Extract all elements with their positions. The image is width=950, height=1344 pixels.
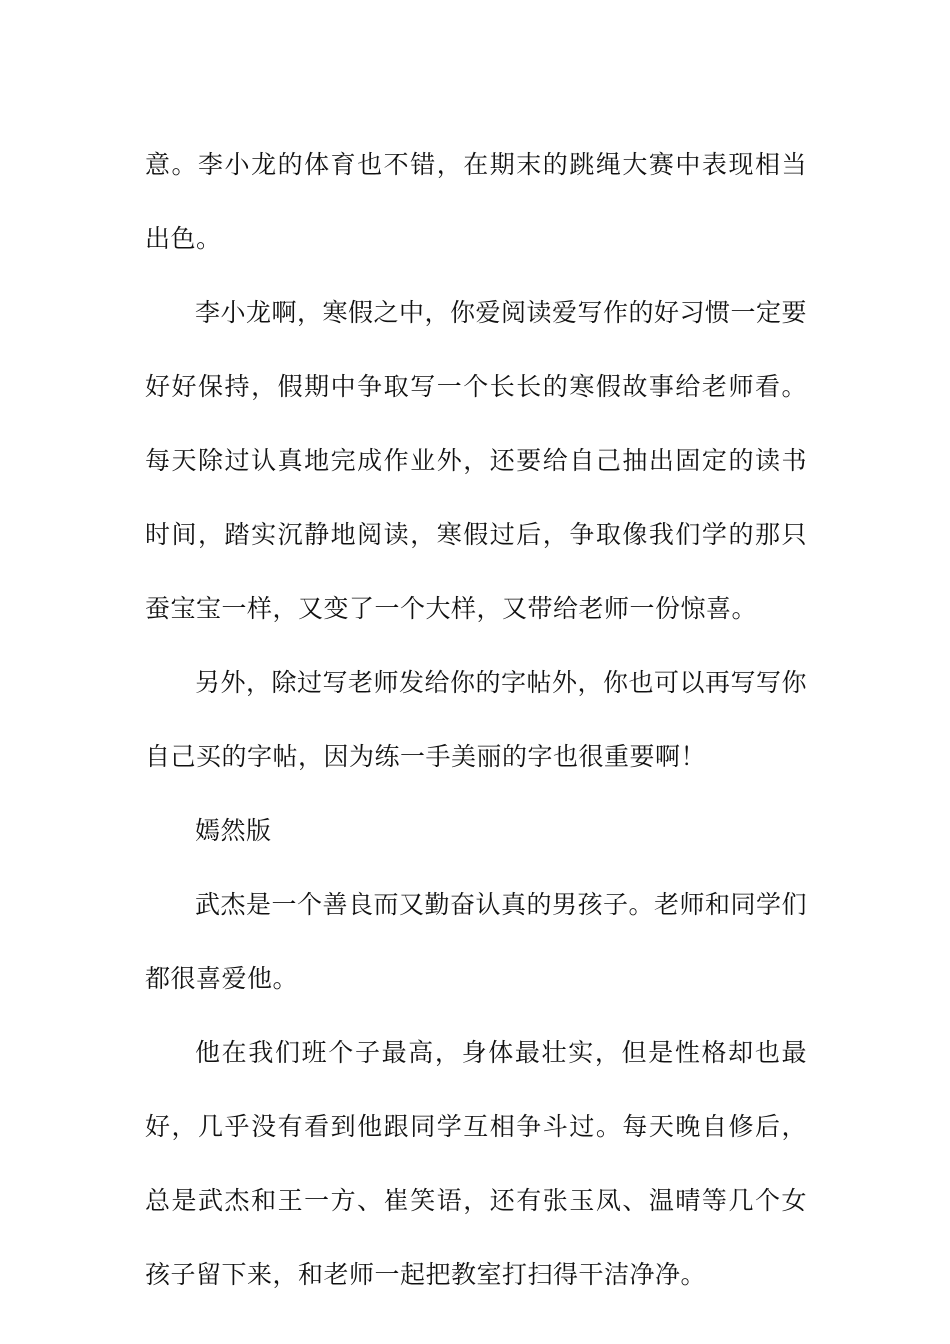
paragraph-wujie-detail: 他在我们班个子最高，身体最壮实，但是性格却也最好，几乎没有看到他跟同学互相争斗过。每天晚自修后，总是武杰和王一方、崔笑语，还有张玉凤、温晴等几个女孩子留下来，和老师一起把教室打扫得干洁净净。 (145, 1038, 807, 1289)
paragraph-wujie-intro: 武杰是一个善良而又勤奋认真的男孩子。老师和同学们都很喜爱他。 (145, 890, 808, 993)
paragraph-continuation: 意。李小龙的体育也不错，在期末的跳绳大赛中表现相当出色。 (145, 150, 807, 253)
document-body (145, 128, 807, 1312)
section-heading-yanran: 嫣然版 (195, 816, 272, 845)
paragraph-winter-advice: 李小龙啊，寒假之中，你爱阅读爱写作的好习惯一定要好好保持，假期中争取写一个长长的寒假故事给老师看。每天除过认真地完成作业外，还要给自己抽出固定的读书时间，踏实沉静地阅读，寒假过后，争取像我们学的那只蚕宝宝一样，又变了一个大样，又带给老师一份惊喜。 (145, 298, 808, 623)
paragraph-handwriting: 另外，除过写老师发给你的字帖外，你也可以再写写你自己买的字帖，因为练一手美丽的字也很重要啊！ (145, 668, 808, 771)
